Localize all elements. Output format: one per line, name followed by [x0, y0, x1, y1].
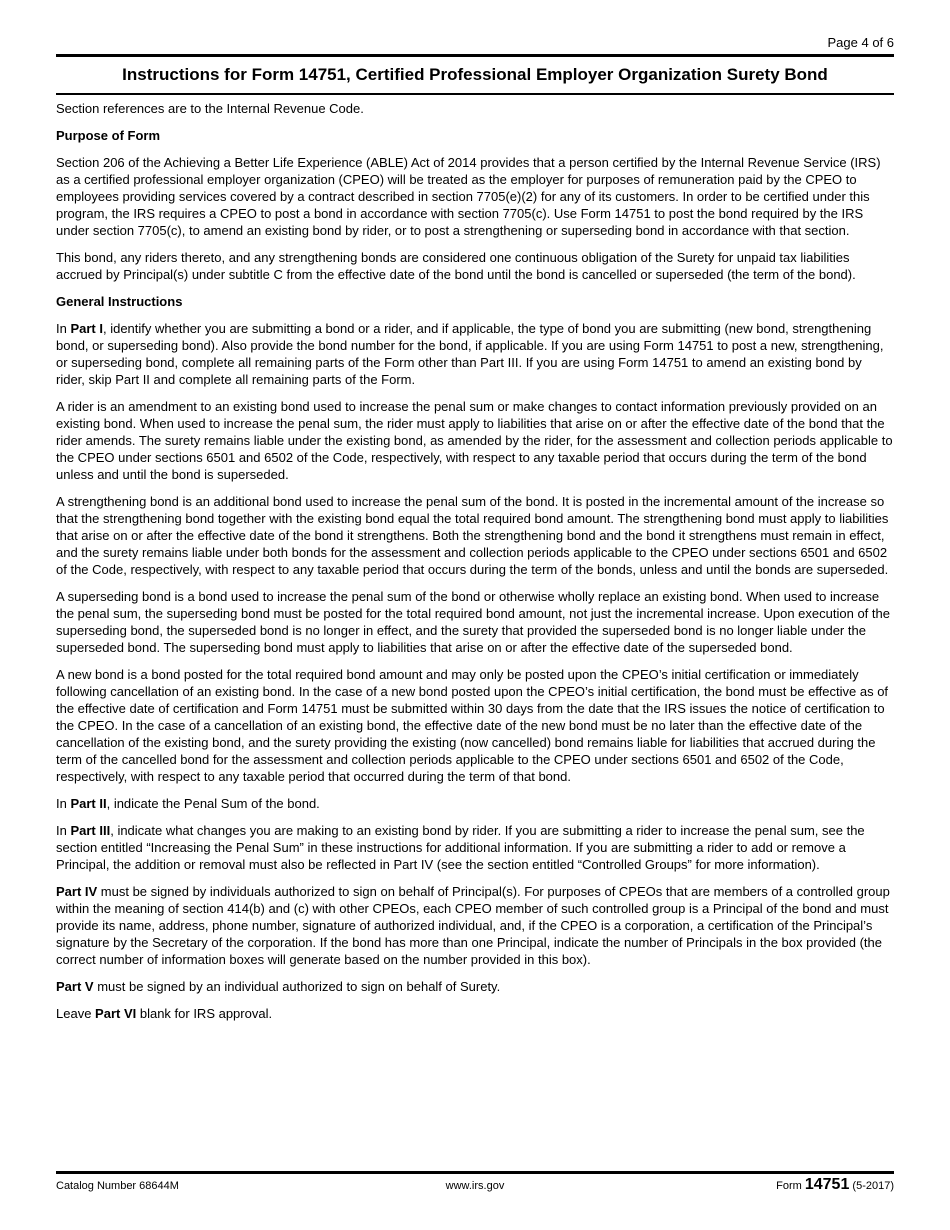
part6-label: Part VI [95, 1006, 137, 1021]
part6-paragraph [56, 1005, 894, 1022]
part5-text: must be signed by an individual authorized to sign on behalf of Surety. [93, 979, 501, 994]
header-bottom-rule [56, 93, 894, 95]
part3-text: , indicate what changes you are making to an existing bond by rider. If you are submitting a rider to increase the penal sum, see the section entitled “Increasing the Penal Sum” in these instructions for additional information. If you are submitting a rider to add or remove a Principal, the addition or removal must also be reflected in Part IV (see the section entitled “Controlled Groups” for more information). [56, 823, 865, 872]
rider-paragraph: A rider is an amendment to an existing bond used to increase the penal sum or make changes to contact information previously provided on an existing bond. When used to increase the penal sum, the rider must apply to liabilities that arise on or after the effective date of the bond that the rider amends. The surety remains liable under the existing bond, as amended by the rider, for the assessment and collection periods applicable to the CPEO under sections 6501 and 6502 of the Code, respectively, with respect to any taxable period that occurs during the term of the bond unless and until the bond is superseded. [56, 399, 893, 482]
part2-text: , indicate the Penal Sum of the bond. [106, 796, 320, 811]
part1-text: , identify whether you are submitting a bond or a rider, and if applicable, the type of bond you are submitting (new bond, strengthening bond, or superseding bond). Also provide the bond number for the bond, if applicable. If you are using Form 14751 to post a new, strengthening, or superseding bond, complete all remaining parts of the Form other than Part III. If you are using Form 14751 to amend an existing bond by rider, skip Part II and complete all remaining parts of the Form. [56, 321, 884, 387]
footer-rule [56, 1171, 894, 1174]
part6-text: blank for IRS approval. [136, 1006, 273, 1021]
part1-prefix: In [56, 321, 71, 336]
part1-paragraph [56, 320, 894, 388]
part3-label: Part III [70, 823, 111, 838]
form-number: 14751 [804, 1176, 850, 1193]
part6-prefix: Leave [56, 1006, 96, 1021]
instructions-body [56, 100, 894, 1032]
page-title: Instructions for Form 14751, Certified Professional Employer Organization Surety Bond [122, 65, 828, 84]
part5-label: Part V [56, 979, 94, 994]
part4-paragraph [56, 883, 894, 968]
page-number: Page 4 of 6 [827, 35, 894, 50]
part1-label: Part I [70, 321, 103, 336]
purpose-heading: Purpose of Form [56, 128, 161, 143]
new-bond-paragraph: A new bond is a bond posted for the total required bond amount and may only be posted upon the CPEO’s initial certification or immediately following cancellation of an existing bond. In the case of a new bond posted upon the CPEO’s initial certification, the bond must be effective as of the effective date of certification and Form 14751 must be submitted within 30 days from the date that the IRS issues the notice of certification to the CPEO. In the case of a cancellation of an existing bond, the effective date of the new bond must be no later than the effective date of the cancellation of the existing bond, and the surety providing the existing (now cancelled) bond remains liable for liabilities that accrued during the term of the cancelled bond for the assessment and collection periods applicable to the CPEO under sections 6501 and 6502 of the Code, respectively, with respect to any taxable period that occurred during the term of that bond. [56, 667, 889, 784]
form-identifier [776, 1176, 894, 1194]
header-top-rule [56, 54, 894, 57]
superseding-bond-paragraph: A superseding bond is a bond used to increase the penal sum of the bond or otherwise wholly replace an existing bond. When used to increase the penal sum, the superseding bond must be posted for the total required bond amount, not just the incremental increase. Upon execution of the superseding bond, the superseded bond is no longer in effect, and the surety that provided the superseded bond is no longer liable under the superseded bond. The superseding bond must apply to liabilities that arise on or after the effective date of the superseded bond. [56, 589, 890, 655]
part4-label: Part IV [56, 884, 98, 899]
part2-prefix: In [56, 796, 71, 811]
purpose-paragraph-2: This bond, any riders thereto, and any strengthening bonds are considered one continuous obligation of the Surety for unpaid tax liabilities accrued by Principal(s) under subtitle C from the effective date of the bond until the bond is cancelled or superseded (the term of the bond). [56, 250, 856, 282]
purpose-paragraph-1: Section 206 of the Achieving a Better Life Experience (ABLE) Act of 2014 provides that a person certified by the Internal Revenue Service (IRS) as a certified professional employer organization (CPEO) will be treated as the employer for purposes of remuneration paid by the CPEO to employees providing services covered by a contract described in section 7705(e)(2) for any of its customers. In order to be certified under this program, the IRS requires a CPEO to post a bond in accordance with section 7705(c). Use Form 14751 to post the bond required by the IRS under section 7705(c), to amend an existing bond by rider, or to post a strengthening or superseding bond in accordance with that section. [56, 155, 881, 238]
strengthening-bond-paragraph: A strengthening bond is an additional bond used to increase the penal sum of the bond. It is posted in the incremental amount of the increase so that the strengthening bond together with the existing bond equal the total required bond amount. The strengthening bond must apply to liabilities that arise on or after the effective date of the bond it strengthens. Both the strengthening bond and the bond it strengthens must remain in effect, and the surety remains liable under both bonds for the assessment and collection periods applicable to the CPEO under sections 6501 and 6502 of the Code, respectively, with respect to any taxable period that occurs during the term of the bonds, unless and until the bonds are superseded. [56, 494, 889, 577]
part3-prefix: In [56, 823, 71, 838]
website-text: www.irs.gov [445, 1180, 505, 1192]
intro-paragraph: Section references are to the Internal Revenue Code. [56, 101, 364, 116]
part5-paragraph [56, 978, 894, 995]
form-word: Form [776, 1180, 805, 1192]
form-revision: (5-2017) [849, 1180, 894, 1192]
part2-paragraph [56, 795, 894, 812]
part2-label: Part II [70, 796, 107, 811]
part4-text: must be signed by individuals authorized to sign on behalf of Principal(s). For purposes of CPEOs that are members of a controlled group within the meaning of section 414(b) and (c) with other CPEOs, each CPEO member of such controlled group is a Principal of the bond and must provide its name, address, phone number, signature of authorized individual, and, if the CPEO is a corporation, a certification of the Principal’s signature by the Secretary of the corporation. If the bond has more than one Principal, indicate the number of Principals in the box provided (the correct number of information boxes will generate based on the number provided in this box). [56, 884, 890, 967]
part3-paragraph [56, 822, 894, 873]
general-instructions-heading: General Instructions [56, 294, 183, 309]
catalog-number: Catalog Number 68644M [56, 1180, 179, 1192]
